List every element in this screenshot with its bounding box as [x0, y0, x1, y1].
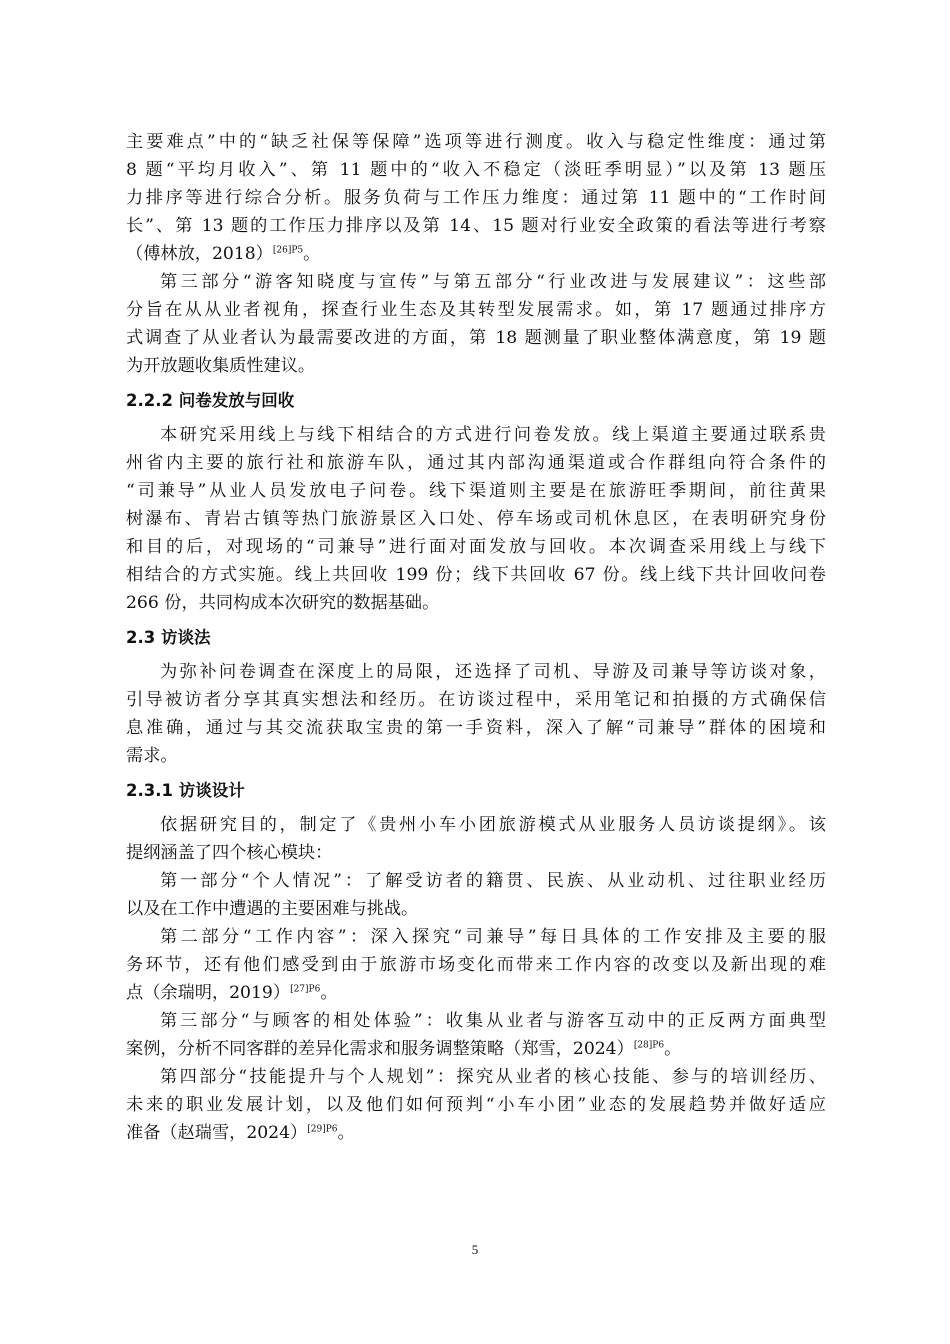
section-heading-2-3-1: 2.3.1 访谈设计	[126, 781, 245, 800]
paragraph	[126, 867, 826, 923]
citation-text: 准备（赵瑞雪，2024）	[126, 1123, 308, 1143]
paragraph	[126, 658, 826, 770]
text-line: 第三部分“与顾客的相处体验”：收集从业者与游客互动中的正反两方面典型	[160, 1011, 826, 1031]
text-line	[126, 979, 826, 1007]
sentence-end: 。	[664, 1039, 682, 1059]
paragraph	[126, 421, 826, 617]
text-line: “司兼导”从业人员发放电子问卷。线下渠道则主要是在旅游旺季期间，前往黄果	[126, 481, 826, 501]
citation-text: （傅林放，2018）	[126, 244, 273, 264]
text-line: 本研究采用线上与线下相结合的方式进行问卷发放。线上渠道主要通过联系贵	[160, 425, 826, 445]
paragraph	[126, 1007, 826, 1063]
text-line: 依据研究目的，制定了《贵州小车小团旅游模式从业服务人员访谈提纲》。该	[160, 815, 826, 835]
citation-text: 点（余瑞明，2019）	[126, 983, 291, 1003]
citation-superscript: [26]P5	[272, 245, 304, 256]
text-line: 力排序等进行综合分析。服务负荷与工作压力维度：通过第 11 题中的“工作时间	[126, 188, 826, 208]
text-line	[126, 1119, 826, 1147]
text-line: 式调查了从业者认为最需要改进的方面，第 18 题测量了职业整体满意度，第 19 题	[126, 328, 826, 348]
paragraph	[126, 128, 826, 268]
text-line: 为开放题收集质性建议。	[126, 356, 316, 376]
text-line: 第一部分“个人情况”：了解受访者的籍贯、民族、从业动机、过往职业经历	[160, 871, 826, 891]
text-line: 提纲涵盖了四个核心模块：	[126, 843, 333, 863]
text-line: 州省内主要的旅行社和旅游车队，通过其内部沟通渠道或合作群组向符合条件的	[126, 453, 826, 473]
text-line: 第三部分“游客知晓度与宣传”与第五部分“行业改进与发展建议”：这些部	[160, 272, 826, 292]
page-number: 5	[471, 1242, 479, 1257]
text-line: 相结合的方式实施。线上共回收 199 份；线下共回收 67 份。线上线下共计回收问卷	[126, 565, 826, 585]
paragraph	[126, 811, 826, 867]
citation-superscript: [27]P6	[290, 984, 321, 995]
text-line: 未来的职业发展计划，以及他们如何预判“小车小团”业态的发展趋势并做好适应	[126, 1095, 826, 1115]
citation-superscript: [29]P6	[307, 1124, 338, 1135]
text-line: 息准确，通过与其交流获取宝贵的第一手资料，深入了解“司兼导”群体的困境和	[126, 718, 826, 738]
text-line: 第二部分“工作内容”：深入探究“司兼导”每日具体的工作安排及主要的服	[160, 927, 826, 947]
text-line: 主要难点”中的“缺乏社保等保障”选项等进行测度。收入与稳定性维度：通过第	[126, 132, 826, 152]
text-line: 为弥补问卷调查在深度上的局限，还选择了司机、导游及司兼导等访谈对象，	[160, 662, 826, 682]
sentence-end: 。	[337, 1123, 355, 1143]
text-line: 长”、第 13 题的工作压力排序以及第 14、15 题对行业安全政策的看法等进行考察	[126, 216, 826, 236]
text-line	[126, 1035, 826, 1063]
text-line: 8 题“平均月收入”、第 11 题中的“收入不稳定（淡旺季明显）”以及第 13 题压	[126, 160, 826, 180]
text-line: 266 份，共同构成本次研究的数据基础。	[126, 593, 440, 613]
paragraph	[126, 268, 826, 380]
citation-text: 案例，分析不同客群的差异化需求和服务调整策略（郑雪，2024）	[126, 1039, 634, 1059]
text-line	[126, 240, 826, 268]
citation-superscript: [28]P6	[633, 1040, 665, 1051]
sentence-end: 。	[320, 983, 338, 1003]
text-line: 分旨在从从业者视角，探查行业生态及其转型发展需求。如，第 17 题通过排序方	[126, 300, 826, 320]
text-line: 第四部分“技能提升与个人规划”：探究从业者的核心技能、参与的培训经历、	[160, 1067, 826, 1087]
page-body	[126, 128, 826, 1147]
text-line: 引导被访者分享其真实想法和经历。在访谈过程中，采用笔记和拍摄的方式确保信	[126, 690, 826, 710]
text-line: 树瀑布、青岩古镇等热门旅游景区入口处、停车场或司机休息区，在表明研究身份	[126, 509, 826, 529]
sentence-end: 。	[303, 244, 321, 264]
paragraph	[126, 1063, 826, 1147]
section-heading-2-2-2: 2.2.2 问卷发放与回收	[126, 391, 295, 410]
text-line: 和目的后，对现场的“司兼导”进行面对面发放与回收。本次调查采用线上与线下	[126, 537, 826, 557]
text-line: 以及在工作中遭遇的主要困难与挑战。	[126, 899, 419, 919]
section-heading-2-3: 2.3 访谈法	[126, 628, 211, 647]
paragraph	[126, 923, 826, 1007]
text-line: 需求。	[126, 746, 178, 766]
text-line: 务环节，还有他们感受到由于旅游市场变化而带来工作内容的改变以及新出现的难	[126, 955, 826, 975]
